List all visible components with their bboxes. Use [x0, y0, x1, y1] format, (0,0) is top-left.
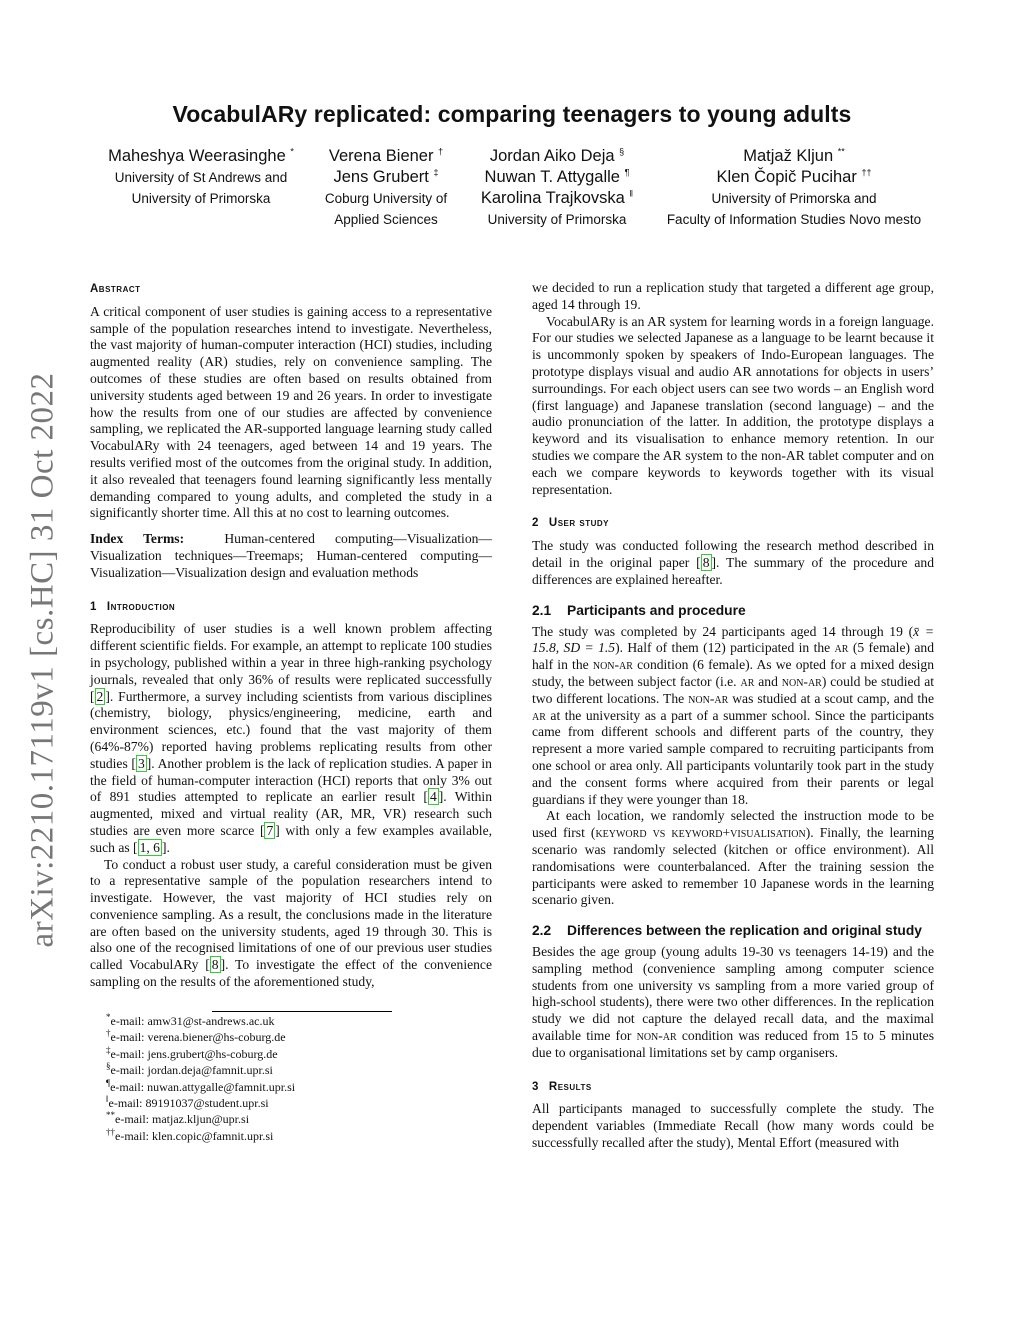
- author-affiliation: University of St Andrews and: [114, 170, 288, 185]
- author-group-3: [472, 146, 642, 230]
- section-2-heading: 2 User study: [532, 517, 609, 530]
- footnote-rule: [212, 1011, 392, 1012]
- author-affiliation: University of Primorska and: [711, 191, 877, 206]
- author-name: Klen Čopič Pucihar ††: [716, 167, 872, 186]
- citation-link[interactable]: 8: [211, 957, 219, 973]
- vocabulary-paragraph: VocabulARy is an AR system for learning words in a foreign language. For our studies we selected Japanese as a language to be learnt because it is uncommonly spoken by speakers of Indo-European languages. The prototype displays visual and audio AR annotations for objects in users’ surroundings. For each object users can see two words – an English word (first language) and Japanese translation (second language) – and the audio pronunciation of the latter. In addition, the prototype displays a keyword and its visualisation to enhance memory retention. In our studies we compare the AR system to the non-AR tablet computer and on each we compare keywords to keywords together with its visual representation.: [532, 313, 934, 497]
- author-group-2: [310, 146, 462, 230]
- author-affiliation: Coburg University of: [324, 191, 448, 206]
- footnote: **e-mail: matjaz.kljun@upr.si: [106, 1110, 250, 1127]
- intro-paragraph-2: To conduct a robust user study, a careful consideration must be given to a representative sample of the population researchers intend to investigate. However, the vast majority of HCI studies rely on convenience sampling. As a result, the conclusions made in the literature are often based on the university students, aged 19 through 30. This is also one of the recognised limitations of one of our previous user studies called VocabulARy [ 8 ]. To investigate the effect of the convenience sampling on the results of the aforementioned study,: [90, 856, 492, 990]
- author-affiliation: Faculty of Information Studies Novo mesto: [666, 212, 922, 227]
- abstract-text: A critical component of user studies is gaining access to a representative sample of the population researches intend to investigate. Nevertheless, the vast majority of human-computer interaction (HCI) studies, including augmented reality (AR) studies, rely on convenience sampling. The outcomes of these studies are often based on results obtained from university students aged between 19 and 26 years. In order to investigate how the results from one of our studies are affected by convenience sampling, we replicated the AR-supported language learning study called VocabulARy with 24 teenagers, aged between 14 and 19 years. The results verified most of the outcomes from the original study. In addition, it also revealed that teenagers found learning significantly less mentally demanding compared to young adults, and completed the study in a significantly shorter time. All this at no cost to learning outcomes.: [90, 303, 492, 521]
- section-3-heading: 3 Results: [532, 1080, 592, 1093]
- citation-link[interactable]: 7: [266, 822, 274, 838]
- intro-continuation: we decided to run a replication study that targeted a different age group, aged 14 through 19.: [532, 280, 934, 312]
- footnote: ‡e-mail: jens.grubert@hs-coburg.de: [106, 1044, 278, 1061]
- index-terms: Index Terms: Human-centered computing—Visualization—Visualization techniques—Treemaps; Human-centered computing—Visualization—Visualization design and evaluation methods: [90, 531, 493, 580]
- footnote: *e-mail: amw31@st-andrews.ac.uk: [106, 1012, 275, 1028]
- results-paragraph: All participants managed to successfully complete the study. The dependent variables (Immediate Recall (how many words could be successfully recalled after the study), Mental Effort (measured with: [532, 1101, 934, 1151]
- author-name: Jens Grubert ‡: [333, 167, 439, 186]
- author-affiliation: University of Primorska: [131, 191, 271, 206]
- citation-link[interactable]: 2: [96, 688, 104, 704]
- citation-link[interactable]: 8: [702, 554, 710, 570]
- author-name: Nuwan T. Attygalle ¶: [484, 167, 630, 186]
- author-name: Jordan Aiko Deja §: [489, 146, 625, 165]
- footnote: §e-mail: jordan.deja@famnit.upr.si: [106, 1061, 273, 1078]
- author-group-4: [660, 146, 928, 230]
- footnote: ††e-mail: klen.copic@famnit.upr.si: [106, 1126, 274, 1143]
- footnotes: [106, 1013, 295, 1144]
- right-column: [532, 280, 934, 1152]
- author-affiliation: Applied Sciences: [334, 212, 438, 227]
- participants-paragraph-2: At each location, we randomly selected the instruction mode to be used first (keyword vs keyword+visualisation). Finally, the learning scenario was randomly selected (kitchen or office environment). All randomisations were counterbalanced. After the training session the participants were asked to remember 10 Japanese words in the learning scenario given.: [532, 808, 934, 908]
- footnote: ¶e-mail: nuwan.attygalle@famnit.upr.si: [106, 1077, 296, 1094]
- footnote: †e-mail: verena.biener@hs-coburg.de: [106, 1028, 286, 1045]
- paper-title: VocabulARy replicated: comparing teenagers to young adults: [172, 101, 852, 127]
- author-name: Maheshya Weerasinghe *: [108, 146, 294, 165]
- author-name: Matjaž Kljun **: [743, 146, 845, 165]
- section-1-heading: 1 Introduction: [90, 600, 176, 613]
- citation-link[interactable]: 3: [137, 755, 145, 771]
- user-study-paragraph: The study was conducted following the research method described in detail in the original paper [ 8 ]. The summary of the procedure and differences are explained hereafter.: [532, 538, 934, 587]
- differences-paragraph: Besides the age group (young adults 19-30 vs teenagers 14-19) and the sampling method (convenience sampling among computer science students from one university vs sampling from a more varied group of high-school students), there were two other differences. In the replication study we did not capture the delayed recall data, and the maximal available time for non-ar condition was reduced from 15 to 5 minutes due to organisational limitations set by camp organisers.: [532, 944, 934, 1060]
- author-name: Verena Biener †: [328, 146, 444, 165]
- participants-paragraph-1: The study was completed by 24 participants aged 14 through 19 (x̄ = 15.8, SD = 1.5). Half of them (12) participated in the ar (5 female) and half in the non-ar condition (6 female). As we opted for a mixed design study, the between subject factor (i.e. ar and non-ar) could be studied at two different locations. The non-ar was studied at a scout camp, and the ar at the university as a part of a summer school. Since the participants came from different schools and different parts of the country, they represent a more varied sample compared to recruiting participants from one school or area only. All participants voluntarily took part in the study and the consent forms where acquired from their parents or legal guardians if they were younger than 18.: [532, 623, 935, 807]
- author-name: Karolina Trajkovska ‖: [480, 188, 634, 207]
- left-column: [90, 281, 492, 991]
- abstract-heading: Abstract: [90, 283, 141, 295]
- intro-paragraph-1: Reproducibility of user studies is a well known problem affecting different scientific fields. For example, an attempt to replicate 100 studies in psychology, published within a year in three high-ranking psychology journals, revealed that only 36% of results were replicated successfully [ 2 ]. Furthermore, a survey including scientists from various disciplines (chemistry, biology, physics/engineering, medicine, earth and environment sciences, etc.) found that the vast majority of them (64%-87%) reported having problems replicating results from other studies [ 3 ]. Another problem is the lack of replication studies. A paper in the field of human-computer interaction (HCI) reports that only 3% out of 891 studies attempted to replicate an earlier result [ 4 ]. Within augmented, mixed and virtual reality (AR, MR, VR) research such studies are even more scarce [ 7 ] with only a few examples available, such as [ 1, 6 ].: [90, 621, 493, 855]
- author-affiliation: University of Primorska: [487, 212, 627, 227]
- citation-link[interactable]: 4: [429, 789, 437, 805]
- citation-link[interactable]: 1, 6: [139, 839, 160, 855]
- author-group-1: [95, 146, 307, 209]
- subsection-2-1-heading: 2.1 Participants and procedure: [532, 602, 746, 618]
- subsection-2-2-heading: 2.2 Differences between the replication and original study: [532, 923, 922, 939]
- arxiv-stamp: arXiv:2210.17119v1 [cs.HC] 31 Oct 2022: [24, 372, 61, 948]
- footnote: ‖e-mail: 89191037@student.upr.si: [106, 1094, 269, 1111]
